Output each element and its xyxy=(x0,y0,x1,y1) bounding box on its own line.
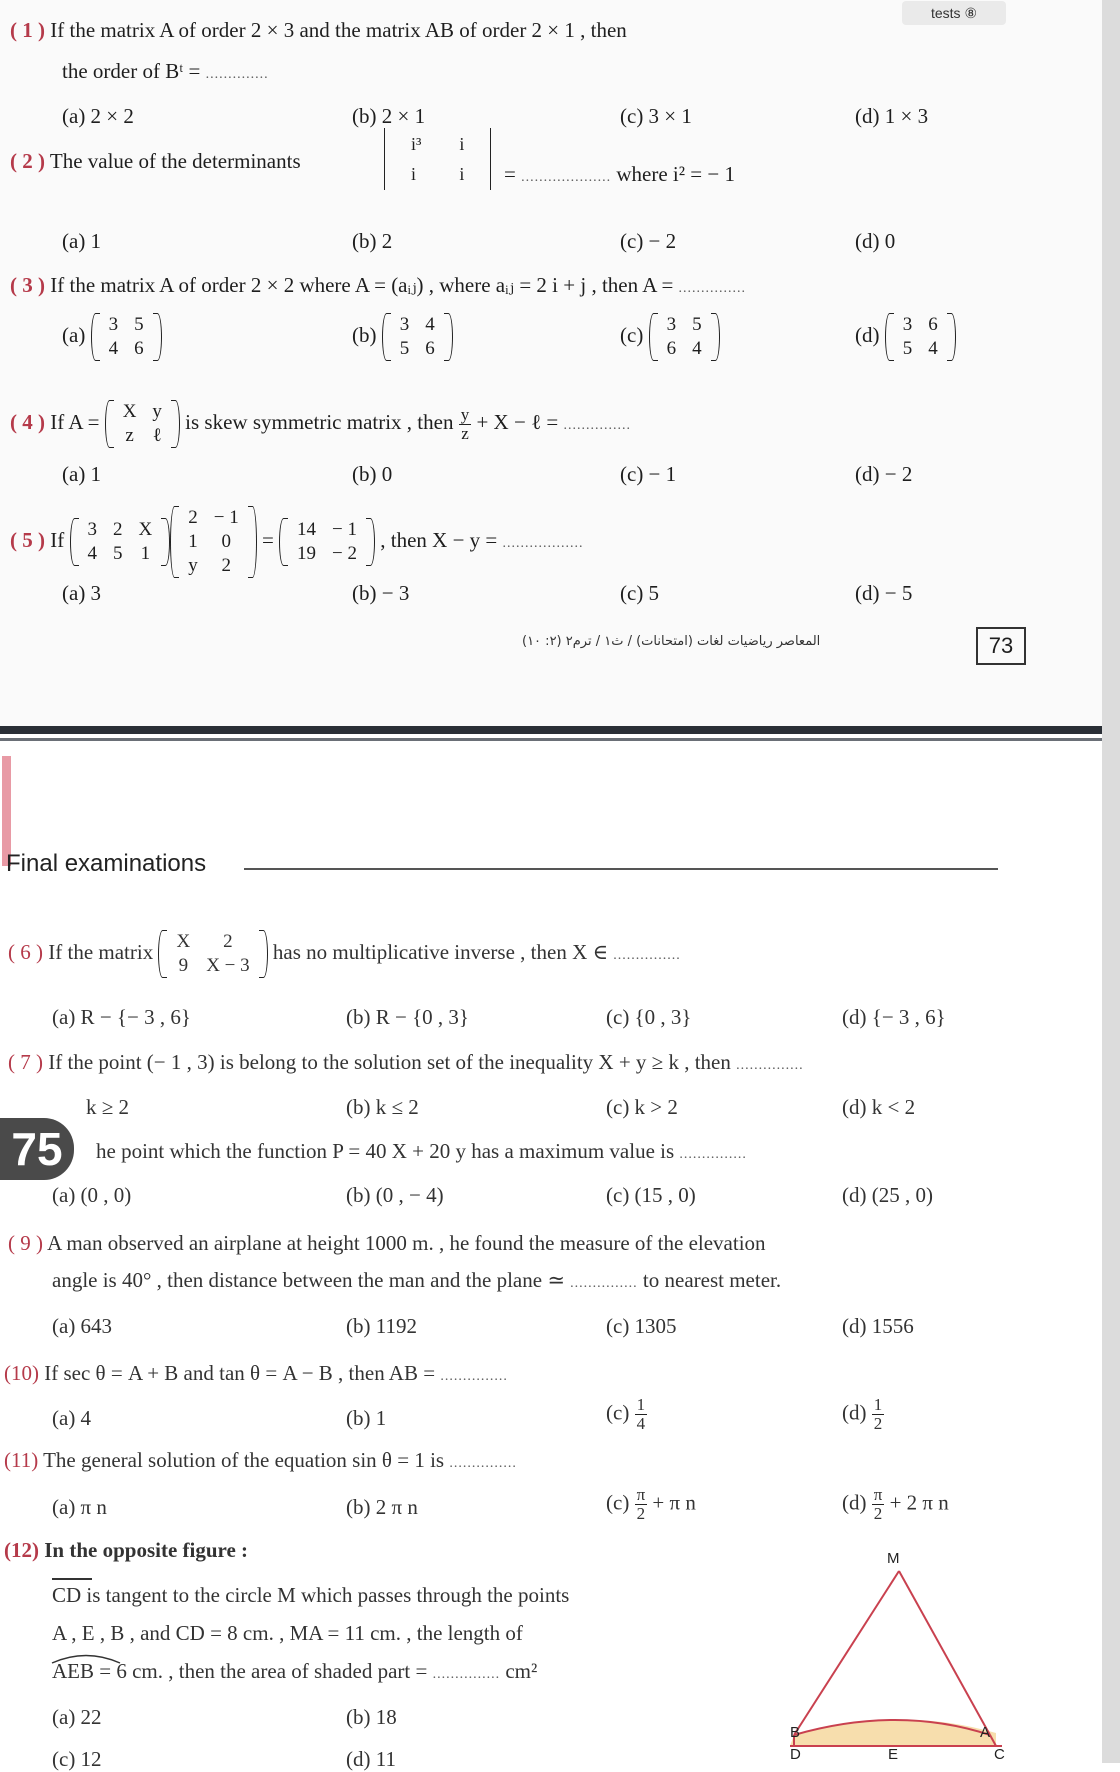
det-cell: i³ xyxy=(411,134,422,154)
option-d[interactable]: (d) {− 3 , 6} xyxy=(842,1005,946,1029)
option-label: (c) xyxy=(606,1400,630,1425)
question-1-line2 xyxy=(62,58,269,88)
option-a[interactable]: (a) 643 xyxy=(52,1314,113,1338)
question-8 xyxy=(96,1138,747,1168)
equals: = xyxy=(504,162,516,186)
page-footer: المعاصر رياضيات لغات (امتحانات) / ث١ / ترم٢ (٢: ١٠) xyxy=(522,634,821,649)
option-d[interactable]: (d) 1556 xyxy=(842,1314,914,1338)
arc-symbol xyxy=(50,1652,122,1664)
question-text: the order of Bᵗ = xyxy=(62,59,201,83)
option-c[interactable]: (c) (15 , 0) xyxy=(606,1183,696,1207)
unit: cm² xyxy=(505,1659,538,1683)
question-number: ( 1 ) xyxy=(10,18,45,42)
question-2-tail xyxy=(504,161,735,191)
question-text: If the point (− 1 , 3) is belong to the solution set of the inequality X + y ≥ k , then xyxy=(48,1050,731,1074)
question-text: If the matrix xyxy=(48,939,154,964)
question-4 xyxy=(10,400,631,448)
option-label: (c) xyxy=(620,322,644,347)
det-cell: i xyxy=(459,164,465,184)
option-b[interactable]: (b) k ≤ 2 xyxy=(346,1095,419,1119)
option-c[interactable]: (c) k > 2 xyxy=(606,1095,678,1119)
question-11 xyxy=(4,1447,517,1477)
option-a[interactable]: (a) 22 xyxy=(52,1705,102,1729)
option-b[interactable]: (b) 1 xyxy=(346,1406,387,1430)
option-c[interactable]: (c) 5 xyxy=(620,581,660,605)
option-c[interactable] xyxy=(620,313,720,361)
question-number: (10) xyxy=(4,1361,39,1385)
option-a[interactable]: k ≥ 2 xyxy=(86,1095,130,1119)
blank-dots: ............... xyxy=(570,1276,638,1291)
overline-cd xyxy=(52,1578,92,1580)
tests-badge: tests ⑧ xyxy=(902,1,1006,25)
option-b[interactable]: (b) (0 , − 4) xyxy=(346,1183,444,1207)
matrix: 14 − 1 19 − 2 xyxy=(279,518,375,566)
question-heading: In the opposite figure : xyxy=(44,1538,249,1562)
question-number: ( 6 ) xyxy=(8,939,43,964)
question-12-line2: A , E , B , and CD = 8 cm. , MA = 11 cm. , the length of xyxy=(52,1621,523,1645)
question-text: If the matrix A of order 2 × 3 and the matrix AB of order 2 × 1 , then xyxy=(50,18,627,42)
option-d[interactable] xyxy=(842,1396,884,1433)
question-9-line2 xyxy=(52,1267,781,1297)
question-text: A man observed an airplane at height 1000 m. , he found the measure of the elevation xyxy=(47,1231,766,1255)
blank-dots: ............... xyxy=(678,281,747,296)
geometry-figure xyxy=(770,1545,1040,1763)
det-cell: i xyxy=(411,164,417,184)
question-text: where i² = − 1 xyxy=(616,162,735,186)
question-number: (11) xyxy=(4,1448,39,1472)
question-number: ( 7 ) xyxy=(8,1050,43,1074)
option-d[interactable]: (d) $\frac{\pi}{2}$ + 2 π n xyxy=(842,1485,949,1523)
question-12-line3 xyxy=(52,1658,537,1688)
blank-dots: .............. xyxy=(205,67,269,82)
option-b[interactable]: (b) − 3 xyxy=(352,581,410,605)
question-text: AEB = 6 cm. , then the area of shaded part = xyxy=(52,1659,428,1683)
option-d[interactable]: (d) 0 xyxy=(855,229,896,253)
question-text: has no multiplicative inverse , then X ∈ xyxy=(272,939,609,964)
matrix: 3 4 5 6 xyxy=(382,313,453,361)
fraction: $\frac{\pi}{2}$ xyxy=(873,1485,883,1523)
question-text: is skew symmetric matrix , then xyxy=(185,409,454,434)
question-7 xyxy=(8,1049,804,1079)
question-3 xyxy=(10,272,746,302)
question-text: , then X − y = xyxy=(380,527,498,552)
matrix: 3 2 X 4 5 1 xyxy=(70,518,171,566)
option-b[interactable]: (b) 18 xyxy=(346,1705,397,1729)
shaded-region xyxy=(790,1719,996,1746)
option-d[interactable]: (d) (25 , 0) xyxy=(842,1183,933,1207)
option-label: (d) xyxy=(842,1490,867,1515)
matrix: 3 6 5 4 xyxy=(885,313,956,361)
section-title: Final examinations xyxy=(6,850,207,877)
option-b[interactable]: (b) 2 × 1 xyxy=(352,104,426,128)
option-b[interactable]: (b) 2 π n xyxy=(346,1495,418,1519)
question-5 xyxy=(10,506,584,578)
question-number: ( 5 ) xyxy=(10,527,45,552)
option-a[interactable]: (a) 4 xyxy=(52,1406,92,1430)
option-c[interactable]: (c) − 1 xyxy=(620,462,677,486)
question-number: (12) xyxy=(4,1538,39,1562)
question-12 xyxy=(4,1537,248,1563)
option-a[interactable]: (a) π n xyxy=(52,1495,107,1519)
option-label: (d) xyxy=(842,1400,867,1425)
determinant xyxy=(384,128,491,190)
option-b[interactable]: (b) 0 xyxy=(352,462,393,486)
option-c[interactable]: (c) − 2 xyxy=(620,229,677,253)
label-b: B xyxy=(790,1724,801,1741)
option-c[interactable] xyxy=(606,1396,647,1433)
radius-ma xyxy=(899,1571,990,1735)
option-label: (a) xyxy=(62,322,86,347)
option-label: (b) xyxy=(352,322,377,347)
blank-dots: ............... xyxy=(432,1667,501,1682)
label-a: A xyxy=(980,1724,991,1741)
upper-page xyxy=(0,0,1102,726)
question-1 xyxy=(10,17,627,43)
question-text: + X − ℓ = xyxy=(476,409,559,434)
question-6 xyxy=(8,930,681,978)
blank-dots: ............... xyxy=(449,1456,517,1471)
option-a[interactable]: (a) 3 xyxy=(62,581,102,605)
label-d: D xyxy=(790,1746,801,1763)
option-d[interactable]: (d) k < 2 xyxy=(842,1095,916,1119)
question-text: The general solution of the equation sin θ = 1 is xyxy=(43,1448,445,1472)
option-d[interactable]: (d) 1 × 3 xyxy=(855,104,929,128)
blank-dots: ............... xyxy=(613,947,681,963)
page-divider xyxy=(0,726,1102,734)
question-10 xyxy=(4,1360,508,1390)
matrix: 2 − 1 1 0 y 2 xyxy=(170,506,256,578)
blank-dots: ............... xyxy=(679,1147,747,1162)
option-b[interactable] xyxy=(352,313,453,361)
option-a[interactable]: (a) 1 xyxy=(62,462,102,486)
matrix: 3 5 6 4 xyxy=(649,313,720,361)
option-c[interactable]: (c) 3 × 1 xyxy=(620,104,692,128)
blank-dots: ............... xyxy=(440,1369,508,1384)
fraction: $\frac{\pi}{2}$ xyxy=(636,1485,646,1523)
fraction: $\frac{y}{z}$ xyxy=(460,404,470,443)
question-2 xyxy=(10,148,301,174)
question-number: ( 2 ) xyxy=(10,149,45,173)
page-edge xyxy=(1102,0,1120,1763)
det-cell: i xyxy=(459,134,465,154)
question-text: If xyxy=(50,527,65,552)
blank-dots: .................. xyxy=(502,535,584,551)
option-d[interactable]: (d) − 5 xyxy=(855,581,913,605)
page-number-badge: 75 xyxy=(0,1118,74,1180)
option-b[interactable]: (b) 2 xyxy=(352,229,393,253)
page-divider-line xyxy=(0,738,1102,741)
option-b[interactable]: (b) 1192 xyxy=(346,1314,417,1338)
question-text: angle is 40° , then distance between the man and the plane ≃ xyxy=(52,1268,565,1292)
question-number: ( 3 ) xyxy=(10,273,45,297)
matrix: X 2 9 X − 3 xyxy=(158,930,267,978)
option-a[interactable]: (a) 2 × 2 xyxy=(62,104,134,128)
section-rule xyxy=(244,868,998,870)
option-a[interactable] xyxy=(62,313,162,361)
option-c[interactable]: (c) 1305 xyxy=(606,1314,677,1338)
question-text: he point which the function P = 40 X + 20 y has a maximum value is xyxy=(96,1139,675,1163)
label-e: E xyxy=(888,1746,899,1763)
radius-mb xyxy=(794,1571,899,1735)
question-text: If A = xyxy=(50,409,100,434)
question-text: If the matrix A of order 2 × 2 where A = (aᵢⱼ) , where aᵢⱼ = 2 i + j , then A = xyxy=(50,273,674,297)
option-label: (d) xyxy=(855,322,880,347)
blank-dots: ............... xyxy=(563,417,631,433)
option-d[interactable]: (d) − 2 xyxy=(855,462,913,486)
fraction: $\frac{1}{2}$ xyxy=(873,1395,883,1433)
option-d[interactable]: (d) 11 xyxy=(346,1747,396,1771)
equals: = xyxy=(261,527,274,552)
option-a[interactable]: (a) 1 xyxy=(62,229,102,253)
option-c[interactable]: (c) $\frac{\pi}{2}$ + π n xyxy=(606,1485,696,1523)
question-9 xyxy=(8,1230,766,1256)
matrix: 3 5 4 6 xyxy=(91,313,162,361)
question-text: If sec θ = A + B and tan θ = A − B , then AB = xyxy=(44,1361,436,1385)
option-a[interactable]: (a) R − {− 3 , 6} xyxy=(52,1005,191,1029)
question-text: The value of the determinants xyxy=(49,149,301,173)
question-12-line1: CD is tangent to the circle M which passes through the points xyxy=(52,1583,570,1607)
blank-dots: ............... xyxy=(736,1058,804,1073)
option-d[interactable] xyxy=(855,313,956,361)
question-number: ( 4 ) xyxy=(10,409,45,434)
question-text: to nearest meter. xyxy=(642,1268,782,1292)
question-number: ( 9 ) xyxy=(8,1231,43,1255)
option-a[interactable]: (a) (0 , 0) xyxy=(52,1183,132,1207)
page-number: 73 xyxy=(976,627,1026,665)
blank-dots: .................... xyxy=(521,170,612,185)
label-c: C xyxy=(994,1746,1005,1763)
option-label: (c) xyxy=(606,1490,630,1515)
option-c[interactable]: (c) {0 , 3} xyxy=(606,1005,692,1029)
fraction: $\frac{1}{4}$ xyxy=(636,1395,646,1433)
option-b[interactable]: (b) R − {0 , 3} xyxy=(346,1005,469,1029)
option-c[interactable]: (c) 12 xyxy=(52,1747,102,1771)
matrix: X y z ℓ xyxy=(105,400,180,448)
label-m: M xyxy=(887,1550,900,1567)
